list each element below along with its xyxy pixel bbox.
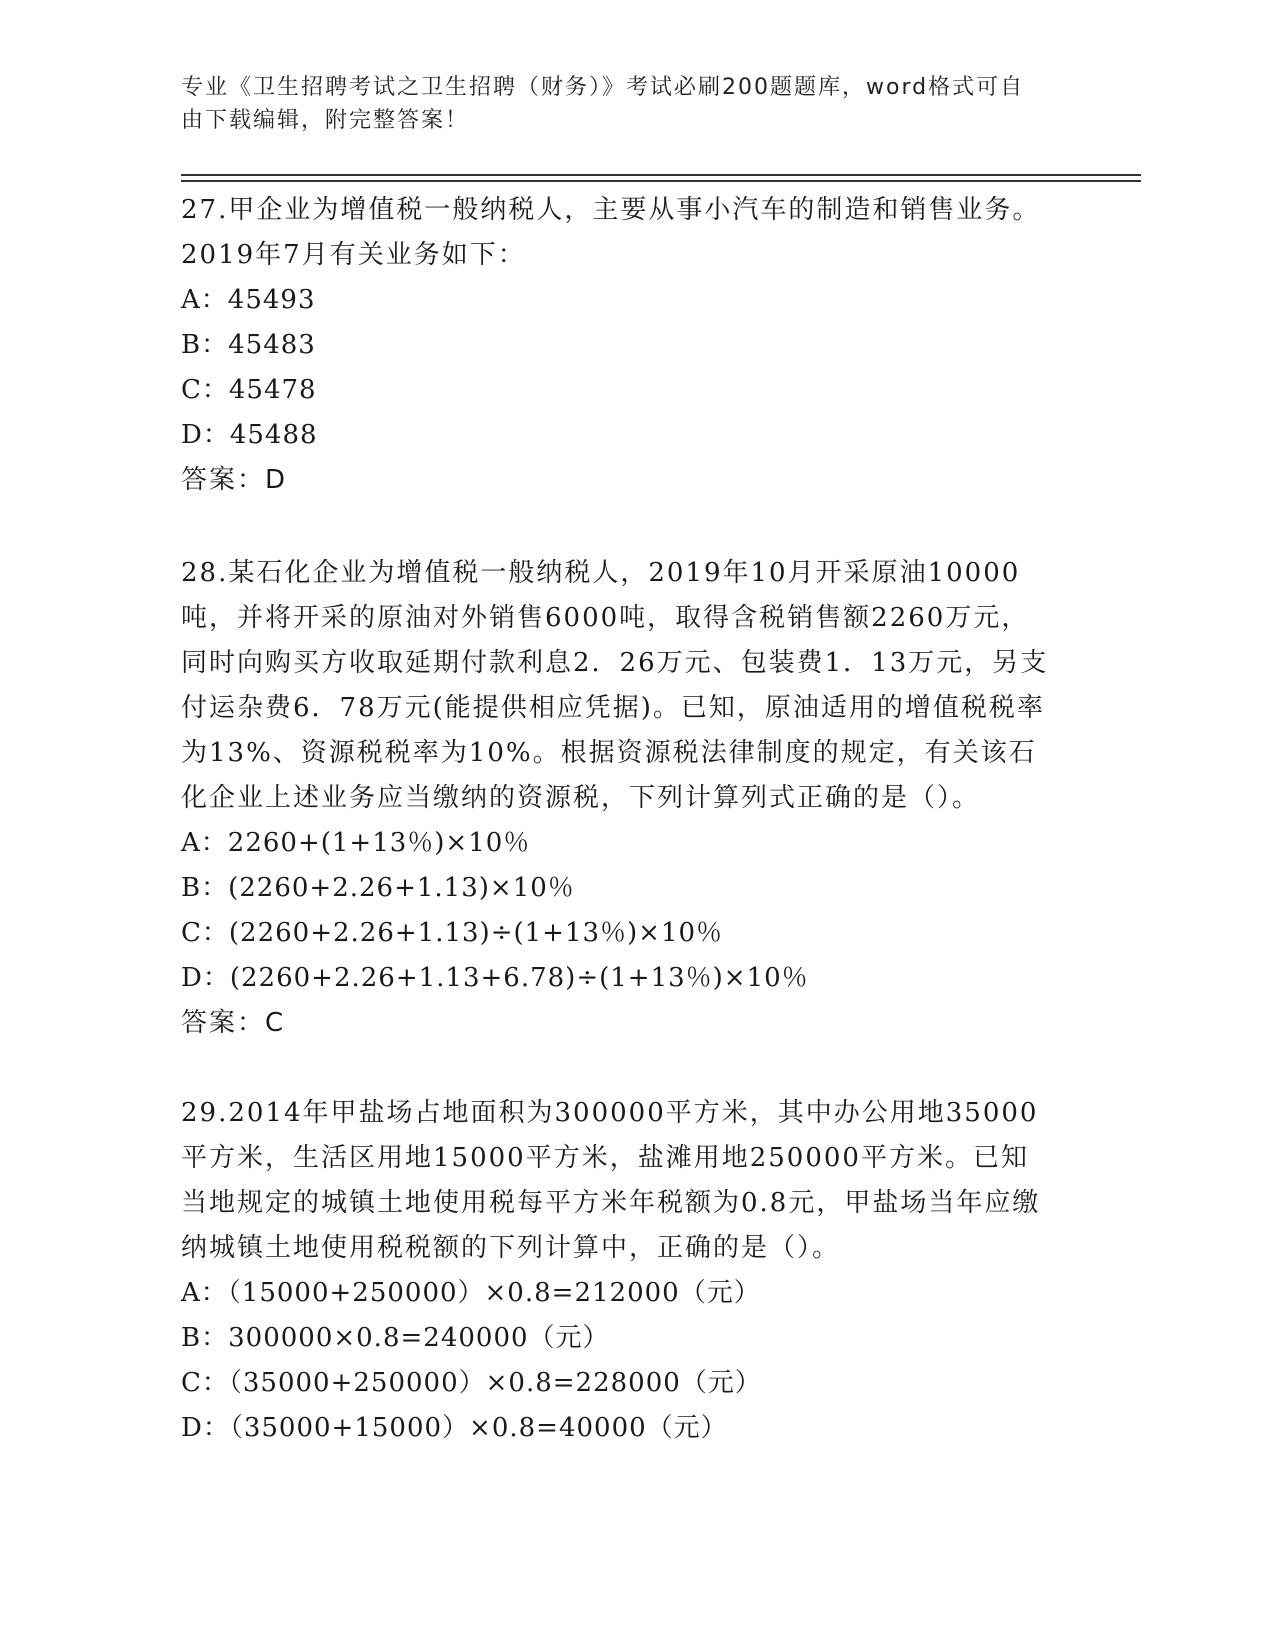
document-header: 专业《卫生招聘考试之卫生招聘（财务）》考试必刷200题题库，word格式可自由下载编辑，附完整答案！ [181, 75, 1025, 133]
question-stem: 28.某石化企业为增值税一般纳税人，2019年10月开采原油10000吨，并将开采的原油对外销售6000吨，取得含税销售额2260万元，同时向购买方收取延期付款利息2．26万元、包装费1．13万元，另支付运杂费6．78万元(能提供相应凭据)。已知，原油适用的增值税税率为13%、资源税税率为10%。根据资源税法律制度的规定，有关该石化企业上述业务应当缴纳的资源税，下列计算列式正确的是（）。 [181, 558, 1049, 813]
option-d: D：45488 [181, 420, 318, 450]
option-a: A：45493 [181, 285, 316, 315]
answer: 答案：C [181, 1008, 286, 1038]
question-stem: 29.2014年甲盐场占地面积为300000平方米，其中办公用地35000平方米，生活区用地15000平方米，盐滩用地250000平方米。已知当地规定的城镇土地使用税每平方米年税额为0.8元，甲盐场当年应缴纳城镇土地使用税税额的下列计算中，正确的是（）。 [181, 1098, 1041, 1263]
answer: 答案：D [181, 465, 288, 495]
option-b: B：300000×0.8=240000（元） [181, 1323, 610, 1353]
option-d: D：(2260+2.26+1.13+6.78)÷(1+13％)×10％ [181, 963, 809, 993]
option-a: A：（15000+250000）×0.8=212000（元） [181, 1278, 761, 1308]
header-rule-bottom [181, 180, 1141, 182]
option-c: C：(2260+2.26+1.13)÷(1+13％)×10％ [181, 918, 724, 948]
option-c: C：（35000+250000）×0.8=228000（元） [181, 1368, 762, 1398]
option-b: B：45483 [181, 330, 316, 360]
question-27 [181, 188, 1051, 503]
option-c: C：45478 [181, 375, 317, 405]
question-stem: 27.甲企业为增值税一般纳税人，主要从事小汽车的制造和销售业务。2019年7月有关业务如下： [181, 195, 1041, 270]
header-rule-top [181, 174, 1141, 176]
option-a: A：2260+(1+13％)×10％ [181, 828, 531, 858]
question-29 [181, 1091, 1051, 1451]
question-28 [181, 551, 1051, 1046]
option-b: B：(2260+2.26+1.13)×10％ [181, 873, 575, 903]
option-d: D：（35000+15000）×0.8=40000（元） [181, 1413, 728, 1443]
